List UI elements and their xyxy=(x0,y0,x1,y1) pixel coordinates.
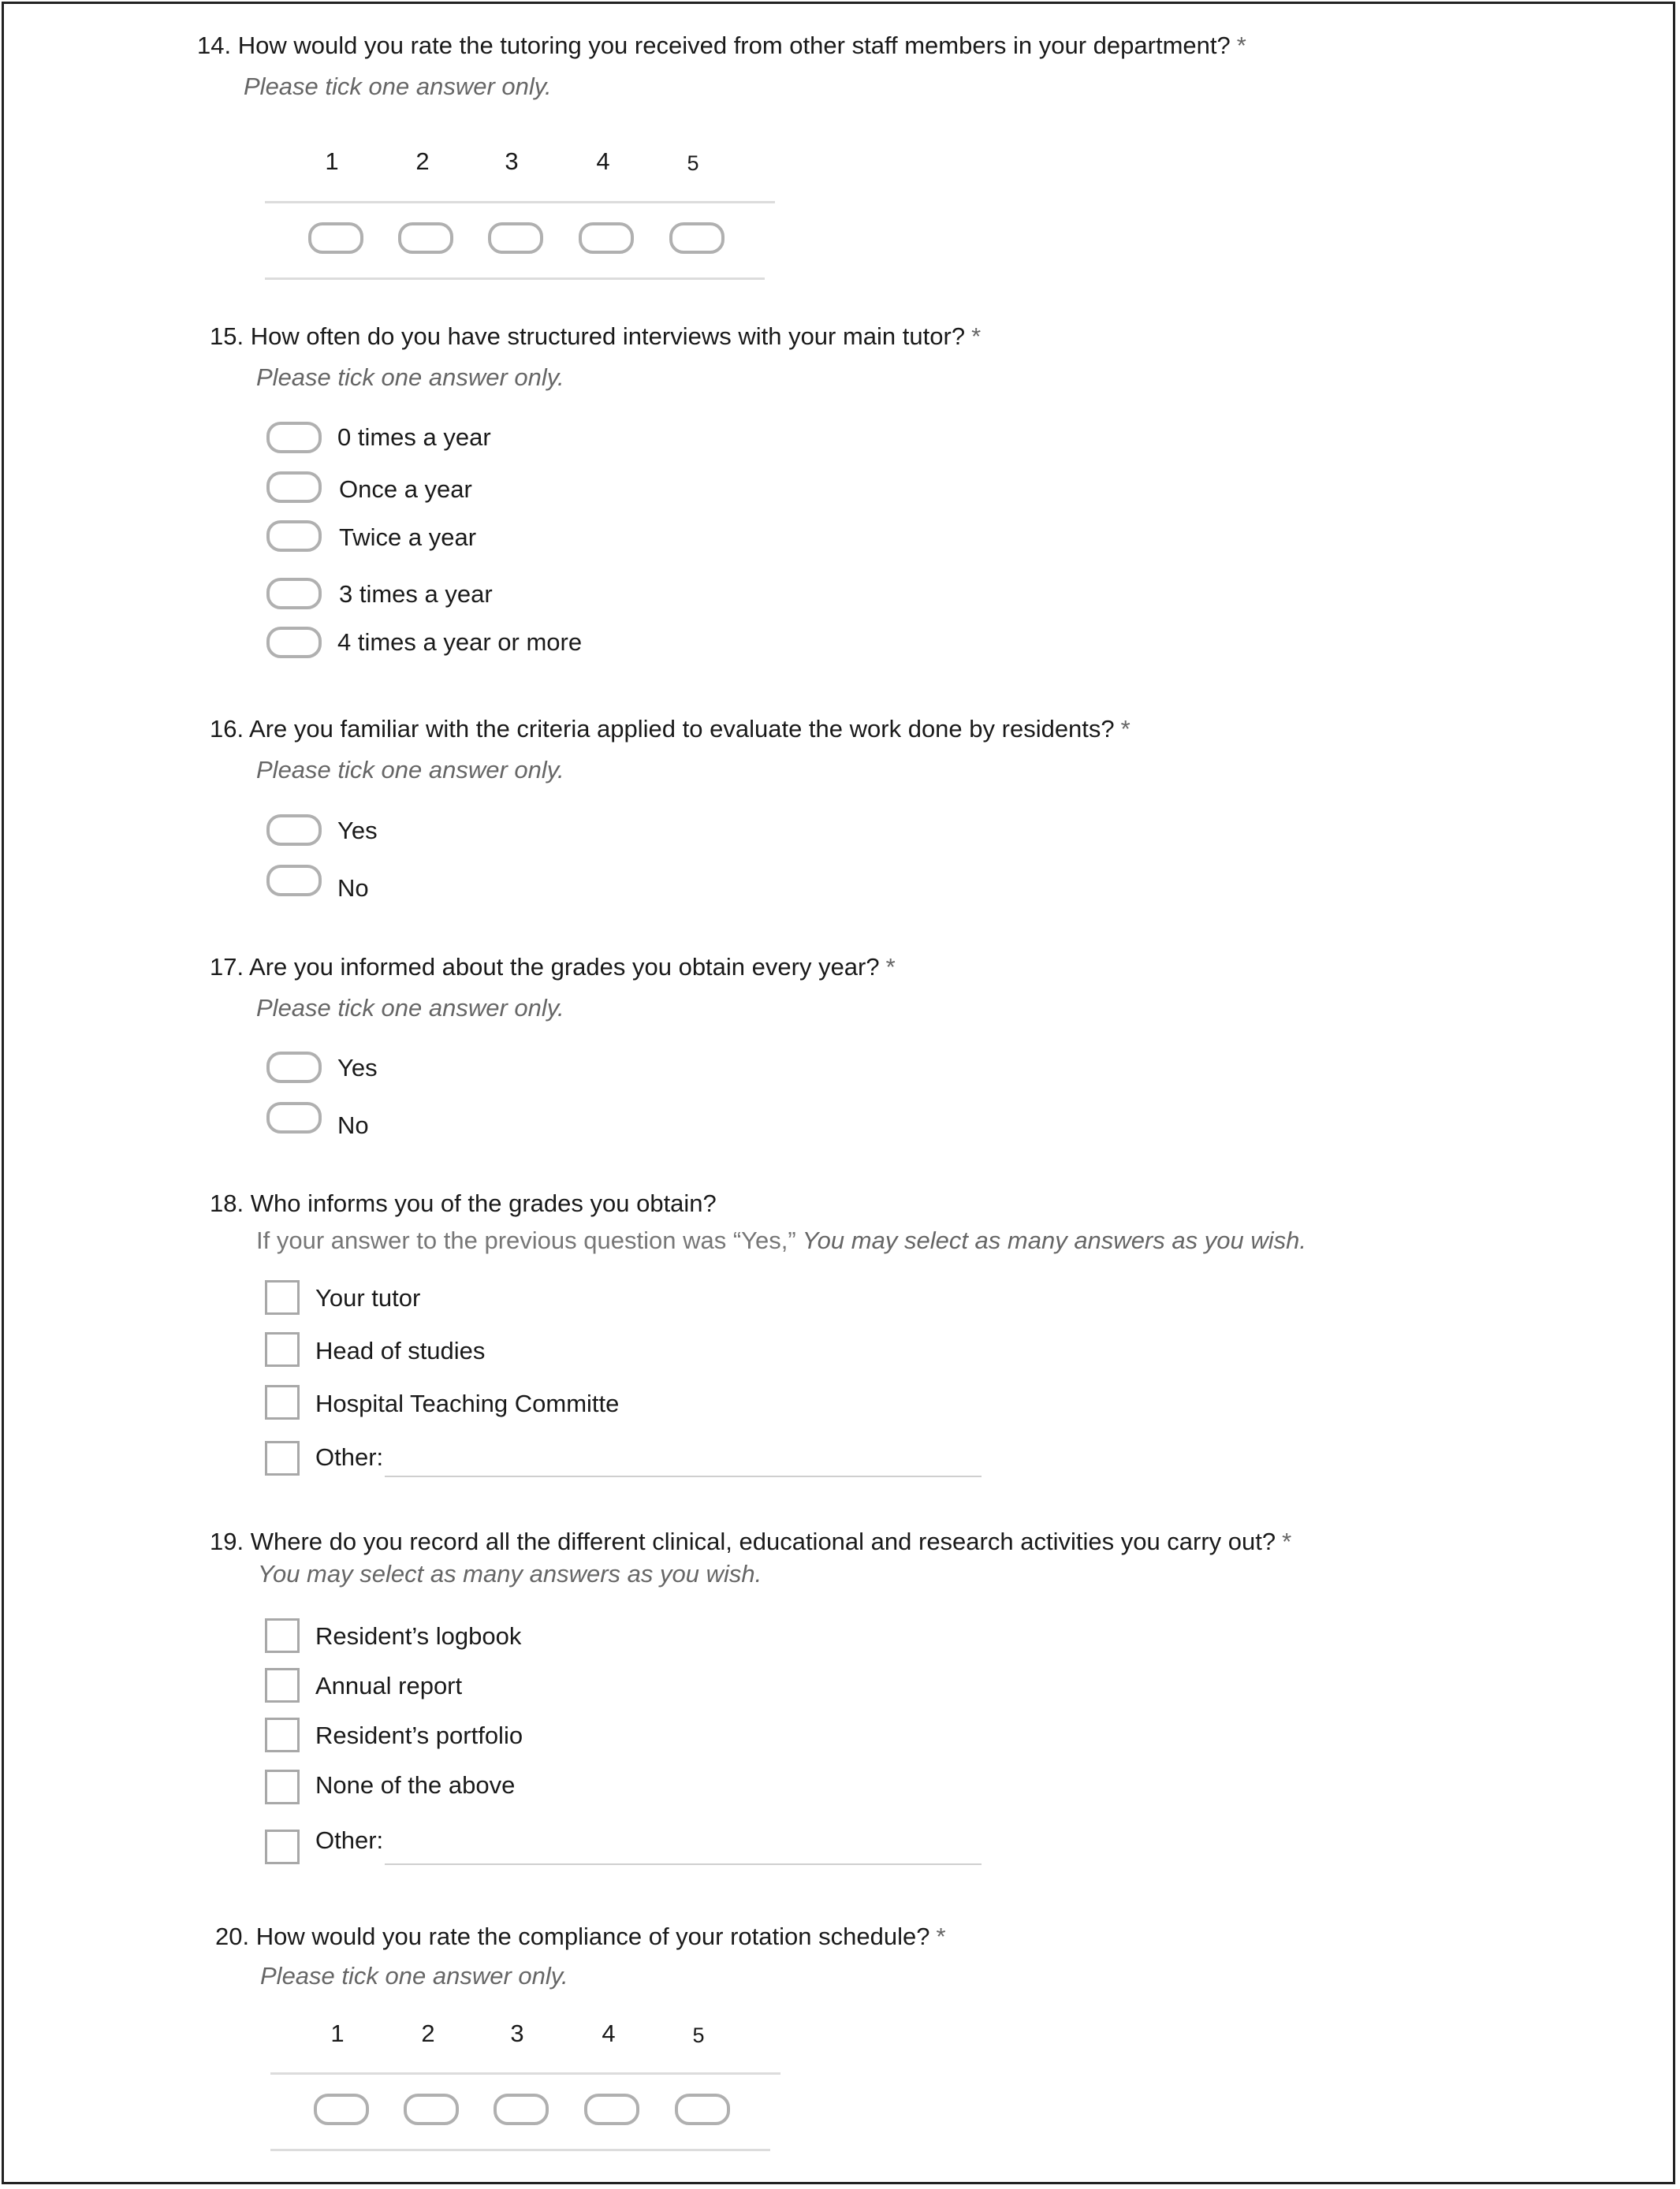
question-18-title xyxy=(210,1188,717,1219)
option-label: 0 times a year xyxy=(337,423,491,451)
scale-radio-1[interactable] xyxy=(314,2094,369,2125)
checkbox[interactable] xyxy=(265,1618,300,1653)
question-20-title xyxy=(215,1921,946,1953)
radio-option[interactable] xyxy=(266,422,322,453)
scale-label-5: 5 xyxy=(687,151,699,175)
radio-option[interactable] xyxy=(266,520,322,552)
radio-option[interactable] xyxy=(266,471,322,503)
radio-option[interactable] xyxy=(266,627,322,658)
question-17-hint: Please tick one answer only. xyxy=(256,994,564,1022)
question-14 xyxy=(197,30,1246,61)
question-19-title xyxy=(210,1526,1291,1558)
required-marker: * xyxy=(971,322,982,350)
option-label: Once a year xyxy=(339,475,472,503)
option-label: No xyxy=(337,874,369,902)
scale-radio-3[interactable] xyxy=(494,2094,549,2125)
scale-radio-1[interactable] xyxy=(308,222,363,254)
option-label: Yes xyxy=(337,817,378,844)
question-text: Are you informed about the grades you obtain every year? xyxy=(249,953,880,981)
checkbox[interactable] xyxy=(265,1718,300,1752)
scale-label-3: 3 xyxy=(510,2020,524,2047)
question-18 xyxy=(210,1188,717,1219)
required-marker: * xyxy=(885,953,896,981)
checkbox[interactable] xyxy=(265,1830,300,1864)
divider xyxy=(270,2072,780,2075)
option-label: Hospital Teaching Committe xyxy=(315,1390,620,1417)
question-number: 18. xyxy=(210,1189,244,1217)
question-text: Where do you record all the different clinical, educational and research activities you carry out? xyxy=(250,1528,1276,1555)
option-label: Twice a year xyxy=(339,523,477,551)
scale-radio-2[interactable] xyxy=(398,222,453,254)
option-label: Your tutor xyxy=(315,1284,421,1312)
other-text-input[interactable] xyxy=(385,1863,982,1865)
question-15-hint: Please tick one answer only. xyxy=(256,363,564,391)
required-marker: * xyxy=(1236,32,1246,59)
question-14-title xyxy=(197,30,1246,61)
option-label: Annual report xyxy=(315,1672,463,1699)
question-text: How would you rate the compliance of your rotation schedule? xyxy=(255,1923,930,1950)
option-label: Head of studies xyxy=(315,1337,486,1364)
scale-radio-4[interactable] xyxy=(584,2094,639,2125)
radio-option[interactable] xyxy=(266,1102,322,1134)
option-label-other: Other: xyxy=(315,1443,384,1471)
radio-option[interactable] xyxy=(266,865,322,896)
question-text: How often do you have structured interviews with your main tutor? xyxy=(250,322,966,350)
divider xyxy=(265,201,775,203)
scale-label-3: 3 xyxy=(505,147,519,175)
question-19-hint: You may select as many answers as you wish. xyxy=(258,1560,762,1588)
scale-label-5: 5 xyxy=(692,2023,705,2047)
question-17-title xyxy=(210,951,896,983)
checkbox[interactable] xyxy=(265,1770,300,1804)
question-16-title xyxy=(210,713,1131,745)
question-17 xyxy=(210,951,896,983)
question-text: Who informs you of the grades you obtain? xyxy=(250,1189,717,1217)
hint-prefix: If your answer to the previous question was “Yes,” xyxy=(256,1227,796,1254)
question-20-hint: Please tick one answer only. xyxy=(260,1962,568,1990)
scale-radio-5[interactable] xyxy=(669,222,725,254)
scale-radio-5[interactable] xyxy=(675,2094,730,2125)
checkbox[interactable] xyxy=(265,1668,300,1703)
option-label: Resident’s logbook xyxy=(315,1622,522,1650)
radio-option[interactable] xyxy=(266,578,322,609)
scale-radio-2[interactable] xyxy=(404,2094,459,2125)
question-number: 15. xyxy=(210,322,244,350)
question-text: Are you familiar with the criteria applied to evaluate the work done by residents? xyxy=(249,715,1115,743)
question-number: 16. xyxy=(210,715,244,743)
required-marker: * xyxy=(1282,1528,1292,1555)
question-number: 19. xyxy=(210,1528,244,1555)
question-number: 20. xyxy=(215,1923,250,1950)
option-label: 4 times a year or more xyxy=(337,628,583,656)
scale-label-4: 4 xyxy=(596,147,610,175)
divider xyxy=(265,277,765,280)
radio-option[interactable] xyxy=(266,814,322,846)
option-label: 3 times a year xyxy=(339,580,493,608)
question-15 xyxy=(210,321,981,352)
option-label: Resident’s portfolio xyxy=(315,1722,523,1749)
checkbox[interactable] xyxy=(265,1441,300,1476)
question-19 xyxy=(210,1526,1291,1558)
option-label: No xyxy=(337,1111,369,1139)
question-16 xyxy=(210,713,1131,745)
scale-radio-4[interactable] xyxy=(579,222,634,254)
checkbox[interactable] xyxy=(265,1332,300,1367)
checkbox[interactable] xyxy=(265,1280,300,1315)
other-text-input[interactable] xyxy=(385,1476,982,1477)
question-text: How would you rate the tutoring you received from other staff members in your department? xyxy=(237,32,1231,59)
hint-text: You may select as many answers as you wish. xyxy=(802,1227,1306,1254)
option-label: None of the above xyxy=(315,1771,516,1799)
question-16-hint: Please tick one answer only. xyxy=(256,756,564,784)
scale-label-2: 2 xyxy=(415,147,430,175)
checkbox[interactable] xyxy=(265,1385,300,1420)
scale-label-4: 4 xyxy=(602,2020,616,2047)
question-15-title xyxy=(210,321,981,352)
scale-radio-3[interactable] xyxy=(488,222,543,254)
question-number: 14. xyxy=(197,32,232,59)
question-20 xyxy=(215,1921,946,1953)
scale-label-1: 1 xyxy=(330,2020,345,2047)
question-number: 17. xyxy=(210,953,244,981)
question-18-hint xyxy=(256,1225,1306,1256)
scale-label-2: 2 xyxy=(421,2020,435,2047)
radio-option[interactable] xyxy=(266,1052,322,1083)
option-label: Yes xyxy=(337,1054,378,1081)
question-14-hint: Please tick one answer only. xyxy=(244,73,552,100)
required-marker: * xyxy=(936,1923,946,1950)
required-marker: * xyxy=(1120,715,1131,743)
option-label-other: Other: xyxy=(315,1826,384,1854)
scale-label-1: 1 xyxy=(325,147,339,175)
divider xyxy=(270,2149,770,2151)
